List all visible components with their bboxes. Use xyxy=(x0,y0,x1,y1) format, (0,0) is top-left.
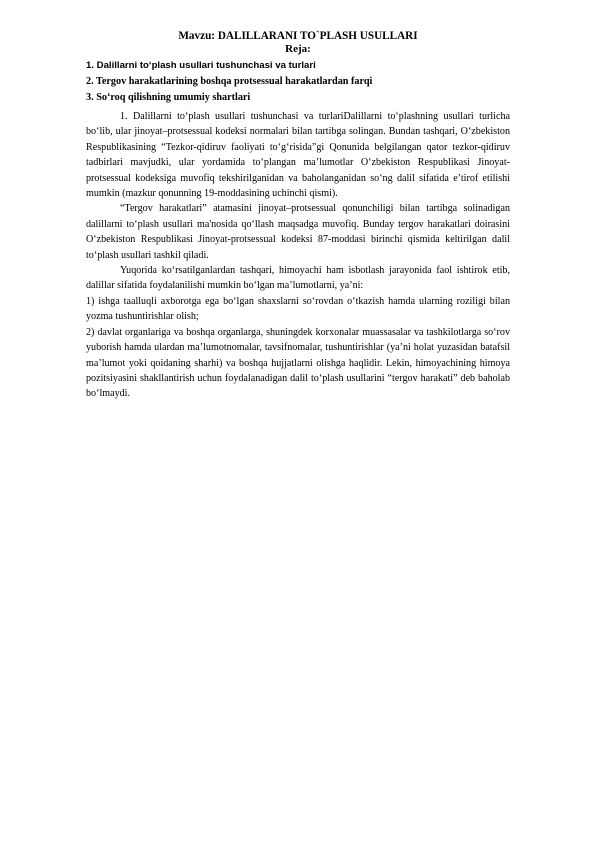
list-item: 1) ishga taalluqli axborotga ega bo‘lgan shaxslarni so‘rovdan o‘tkazish hamda ularning roziligi bilan yozma tushuntirishlar olish; xyxy=(86,295,510,323)
plan-list xyxy=(86,58,510,106)
document-page xyxy=(86,30,510,402)
paragraph: Yuqorida ko‘rsatilganlardan tashqari, himoyachi ham isbotlash jarayonida faol ishtirok etib, dalillar sifatida foydalanilishi mumkin bo‘lgan ma’lumotlarni, ya’ni: xyxy=(86,265,510,292)
plan-item: 2. Tergov harakatlarining boshqa protsessual harakatlardan farqi xyxy=(86,76,373,87)
plan-item: 1. Dalillarni to‘plash usullari tushunchasi va turlari xyxy=(86,60,316,71)
plan-item: 3. So‘roq qilishning umumiy shartlari xyxy=(86,92,251,103)
plan-heading: Reja: xyxy=(285,43,311,55)
document-title: Mavzu: DALILLARANI TO`PLASH USULLARI xyxy=(178,30,418,42)
body-text xyxy=(86,109,510,402)
list-item: 2) davlat organlariga va boshqa organlarga, shuningdek korxonalar muassasalar va tashkilotlarga so‘rov yuborish hamda ulardan ma’lumotnomalar, tavsifnomalar, tushuntirishlar (ya’ni holat yuzasidan batafsil ma’lumot yoki qoidaning sharhi) va boshqa hujjatlarni olishga haqlidir. Lekin, himoyachining himoya pozitsiyasini shakllantirish uchun foydalanadigan dalil to‘plash usullarini “tergov harakati” deb baholab bo‘lmaydi. xyxy=(86,326,510,400)
paragraph: “Tergov harakatlari” atamasini jinoyat–protsessual qonunchiligi bilan tartibga solinadigan dalillarni to‘plash usullari ma'nosida qo‘llash maqsadga muvofiq. Bunday tergov harakatlari doirasini O‘zbekiston Respublikasi Jinoyat-protsessual kodeksi 87-moddasi birinchi qismida keltirilgan dalil to‘plash usullari tashkil qiladi. xyxy=(86,203,510,261)
paragraph: 1. Dalillarni to‘plash usullari tushunchasi va turlariDalillarni to‘plashning usullari turlicha bo‘lib, ular jinoyat–protsessual kodeksi normalari bilan tartibga solingan. Bundan tashqari, O‘zbekiston Respublikasining “Tezkor-qidiruv faoliyati to‘g‘risida”gi Qonunida belgilangan qator tezkor-qidiruv tadbirlari mavjudki, ular yordamida to‘plangan ma’lumotlar O‘zbekiston Respublikasi Jinoyat-protsessual kodeksiga muvofiq tekshirilganidan va baholanganidan so‘ng dalil sifatida e’tirof etilishi mumkin (mazkur qonunning 19-moddasining uchinchi qismi). xyxy=(86,111,510,200)
